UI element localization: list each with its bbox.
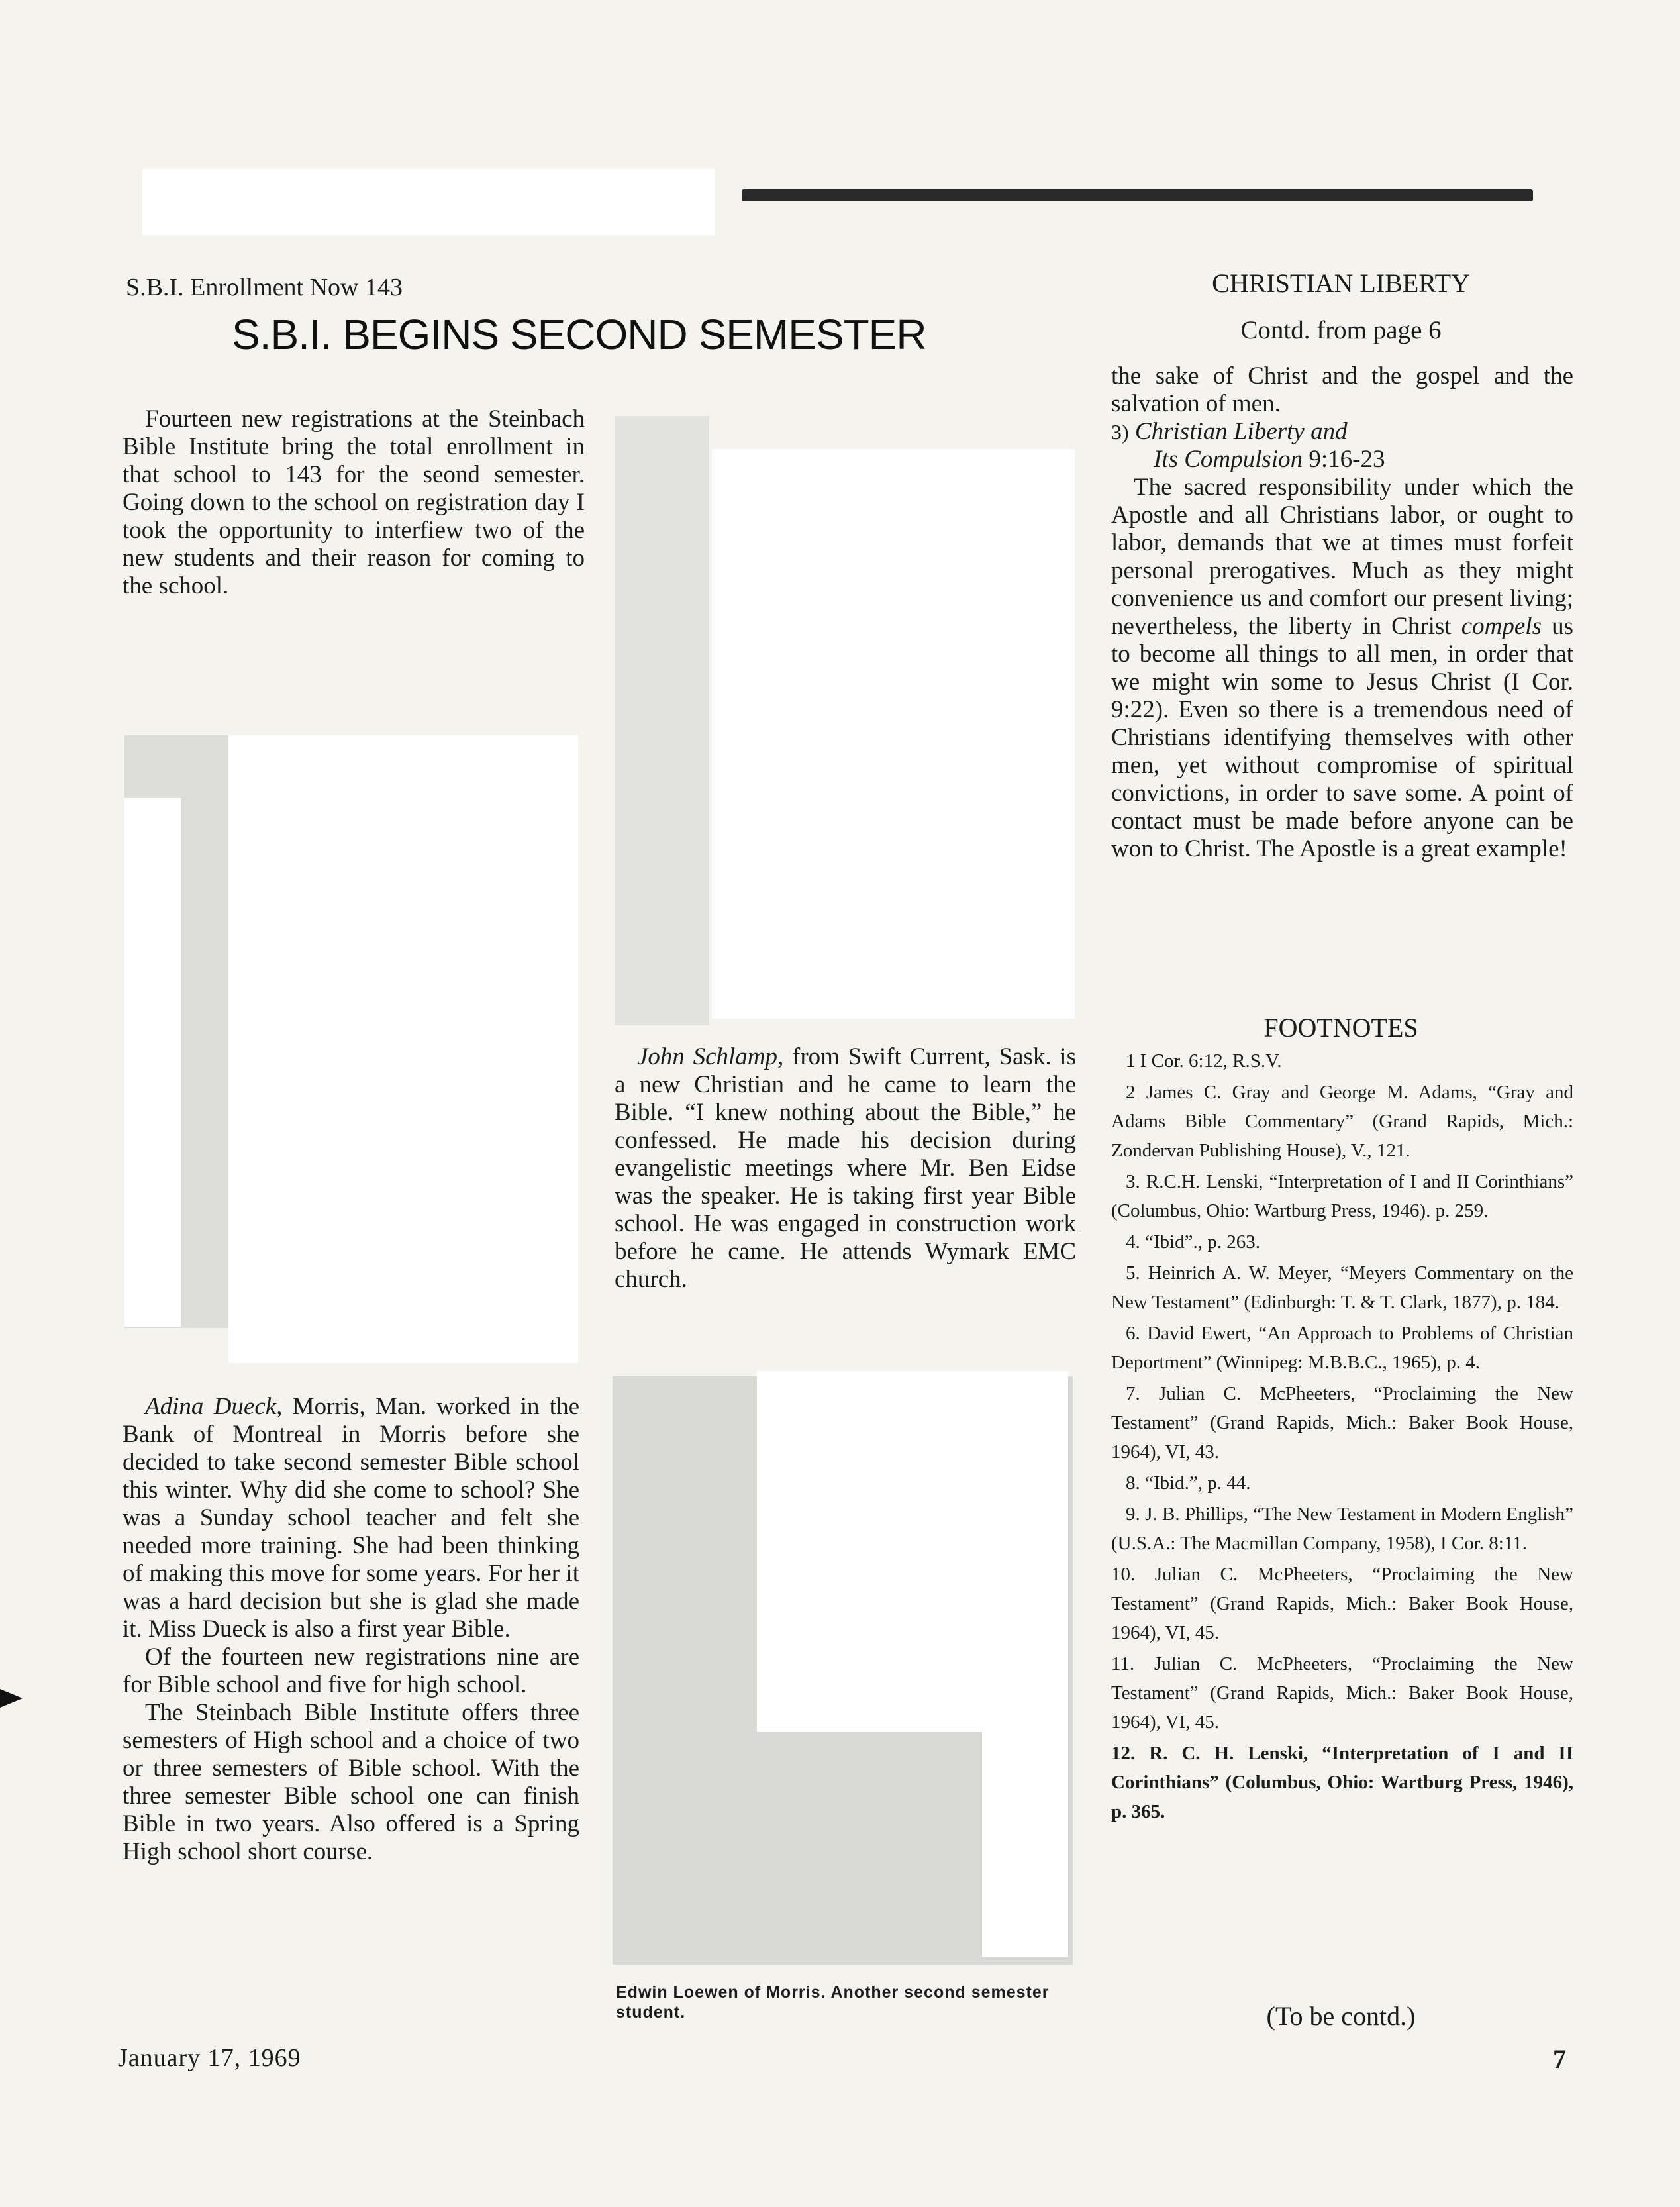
footnote: 2 James C. Gray and George M. Adams, “Gray and Adams Bible Commentary” (Grand Rapids, Mich.: Zondervan Publishing House), V., 121. [1111,1082,1573,1161]
christian-liberty-title: CHRISTIAN LIBERTY [1212,268,1470,298]
adina-name: Adina Dueck, [145,1393,283,1420]
edwin-caption: Edwin Loewen of Morris. Another second semester student. [616,1983,1050,2022]
footnote: 11. Julian C. McPheeters, “Proclaiming the New Testament” (Grand Rapids, Mich.: Baker Book House, 1964), VI, 45. [1111,1653,1573,1733]
page-number: 7 [1553,2044,1566,2074]
footnote: 8. “Ibid.”, p. 44. [1126,1472,1251,1494]
section-heading-line2 [1111,446,1573,474]
header-rule [742,189,1533,201]
liberty-emphasis: compels [1461,613,1542,640]
photo-john-frame [615,416,709,1025]
footnotes-title: FOOTNOTES [1263,1013,1418,1043]
section-number: 3) [1111,420,1129,444]
section-title-line2: Its Compulsion [1154,446,1303,473]
john-text-block [615,1043,1076,1294]
footnote: 1 I Cor. 6:12, R.S.V. [1126,1051,1282,1072]
intro-paragraph [123,405,585,600]
adina-paragraph [123,1393,579,1643]
contd-from-page: Contd. from page 6 [1240,316,1442,344]
footnote: 10. Julian C. McPheeters, “Proclaiming the New Testament” (Grand Rapids, Mich.: Baker Book House, 1964), VI, 45. [1111,1564,1573,1643]
john-name: John Schlamp, [637,1043,784,1070]
liberty-body [1111,362,1573,863]
footnote: 7. Julian C. McPheeters, “Proclaiming the New Testament” (Grand Rapids, Mich.: Baker Book House, 1964), VI, 43. [1111,1383,1573,1463]
john-paragraph [615,1043,1076,1294]
photo-john-redacted [712,449,1075,1019]
article-headline: S.B.I. BEGINS SECOND SEMESTER [232,311,926,358]
liberty-text-b: us to become all things to all men, in order that we might win some to Jesus Christ (I Cor. 9:22). Even so there is a tremendous need of Christians identifying themselves with other men, yet without compromise of spiritual convictions, in order to save some. A point of contact must be made before anyone can be won to Christ. The Apostle is a great example! [1111,613,1573,862]
to-be-continued: (To be contd.) [1266,2001,1416,2031]
liberty-lead: the sake of Christ and the gospel and the salvation of men. [1111,362,1573,417]
masthead-redacted [142,169,715,235]
photo-adina-strip [124,798,181,1327]
liberty-paragraph [1111,474,1573,863]
binding-mark [0,1689,23,1708]
photo-adina-redacted [228,735,578,1363]
footnote: 6. David Ewert, “An Approach to Problems of Christian Deportment” (Winnipeg: M.B.B.C., 1965), p. 4. [1111,1323,1573,1373]
semesters-paragraph: The Steinbach Bible Institute offers three semesters of High school and a choice of two or three semesters of Bible school. With the three semester Bible school one can finish Bible in two years. Also offered is a Spring High school short course. [123,1699,579,1865]
enrollment-kicker: S.B.I. Enrollment Now 143 [126,274,403,301]
section-title-line1: Christian Liberty and [1134,418,1348,445]
footnote: 3. R.C.H. Lenski, “Interpretation of I and II Corinthians” (Columbus, Ohio: Wartburg Press, 1946). p. 259. [1111,1171,1573,1221]
section-reference: 9:16-23 [1303,446,1385,473]
john-text: from Swift Current, Sask. is a new Christian and he came to learn the Bible. “I knew nothing about the Bible,” he confessed. He made his decision during evangelistic meetings where Mr. Ben Eidse was the speaker. He is taking first year Bible school. He was engaged in construction work before he came. He attends Wymark EMC church. [615,1043,1076,1293]
footnote: 5. Heinrich A. W. Meyer, “Meyers Commentary on the New Testament” (Edinburgh: T. & T. Clark, 1877), p. 184. [1111,1262,1573,1313]
issue-date: January 17, 1969 [118,2044,301,2072]
registrations-paragraph: Of the fourteen new registrations nine are for Bible school and five for high school. [123,1643,579,1698]
photo-edwin-redacted-side [982,1729,1068,1957]
intro-text: Fourteen new registrations at the Steinbach Bible Institute bring the total enrollment in that school to 143 for the seond semester. Going down to the school on registration day I took the opportunity to interfiew two of the new students and their reason for coming to the school. [123,405,585,599]
footnotes-list [1111,1047,1573,1828]
photo-edwin-redacted-top [757,1371,1068,1732]
footnote: 4. “Ibid”., p. 263. [1126,1231,1260,1253]
footnote: 12. R. C. H. Lenski, “Interpretation of I and II Corinthians” (Columbus, Ohio: Wartburg Press, 1946), p. 365. [1111,1743,1573,1822]
liberty-text-a: The sacred responsibility under which the Apostle and all Christians labor, or ought to labor, demands that we at times must forfeit personal prerogatives. Much as they might convenience us and comfort our present living; nevertheless, the liberty in Christ [1111,474,1573,640]
footnote: 9. J. B. Phillips, “The New Testament in Modern English” (U.S.A.: The Macmillan Company, 1958), I Cor. 8:11. [1111,1504,1573,1554]
adina-text: Morris, Man. worked in the Bank of Montreal in Morris before she decided to take second semester Bible school this winter. Why did she come to school? She was a Sunday school teacher and felt she needed more training. She had been thinking of making this move for some years. For her it was a hard decision but she is glad she made it. Miss Dueck is also a first year Bible. [123,1393,579,1643]
adina-paragraphs [123,1393,579,1866]
section-heading [1111,418,1573,446]
